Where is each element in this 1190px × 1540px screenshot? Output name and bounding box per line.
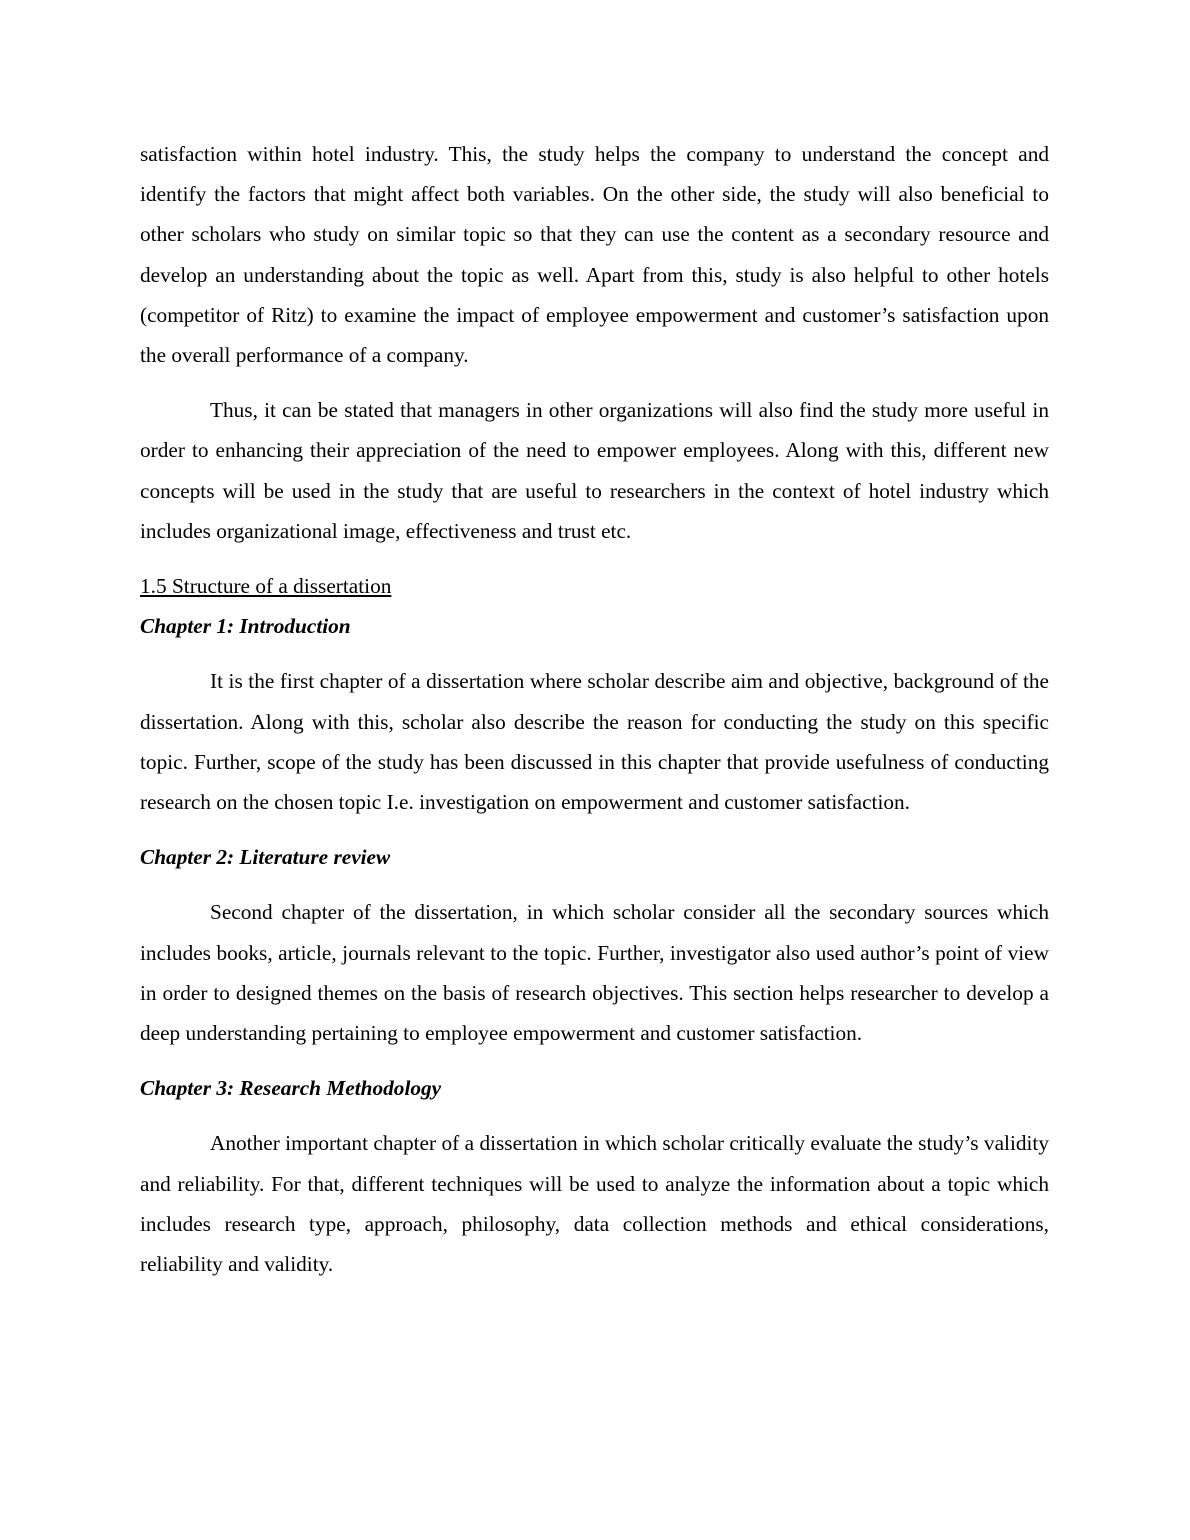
document-page (140, 134, 1049, 1284)
paragraph-managers-usefulness: Thus, it can be stated that managers in other organizations will also find the study more useful in order to enhancing their appreciation of the need to empower employees. Along with this, different new concepts will be used in the study that are useful to researchers in the context of hotel industry which includes organizational image, effectiveness and trust etc. (140, 398, 1049, 543)
paragraph-significance-continued: satisfaction within hotel industry. This, the study helps the company to understand the concept and identify the factors that might affect both variables. On the other side, the study will also beneficial to other scholars who study on similar topic so that they can use the content as a secondary resource and develop an understanding about the topic as well. Apart from this, study is also helpful to other hotels (competitor of Ritz) to examine the impact of employee empowerment and customer’s satisfaction upon the overall performance of a company. (140, 142, 1049, 368)
chapter-1-heading: Chapter 1: Introduction (140, 614, 351, 639)
chapter-2-heading: Chapter 2: Literature review (140, 845, 391, 870)
chapter-2-body: Second chapter of the dissertation, in which scholar consider all the secondary sources which includes books, article, journals relevant to the topic. Further, investigator also used author’s point of view in order to designed themes on the basis of research objectives. This section helps researcher to develop a deep understanding pertaining to employee empowerment and customer satisfaction. (140, 900, 1049, 1046)
chapter-1-body: It is the first chapter of a dissertation where scholar describe aim and objective, background of the dissertation. Along with this, scholar also describe the reason for conducting the study on this specific topic. Further, scope of the study has been discussed in this chapter that provide usefulness of conducting research on the chosen topic I.e. investigation on empowerment and customer satisfaction. (140, 669, 1049, 815)
section-heading-structure: 1.5 Structure of a dissertation (140, 574, 392, 599)
chapter-3-body: Another important chapter of a dissertation in which scholar critically evaluate the study’s validity and reliability. For that, different techniques will be used to analyze the information about a topic which includes research type, approach, philosophy, data collection methods and ethical considerations, reliability and validity. (140, 1131, 1049, 1277)
chapter-3-heading: Chapter 3: Research Methodology (140, 1076, 442, 1101)
